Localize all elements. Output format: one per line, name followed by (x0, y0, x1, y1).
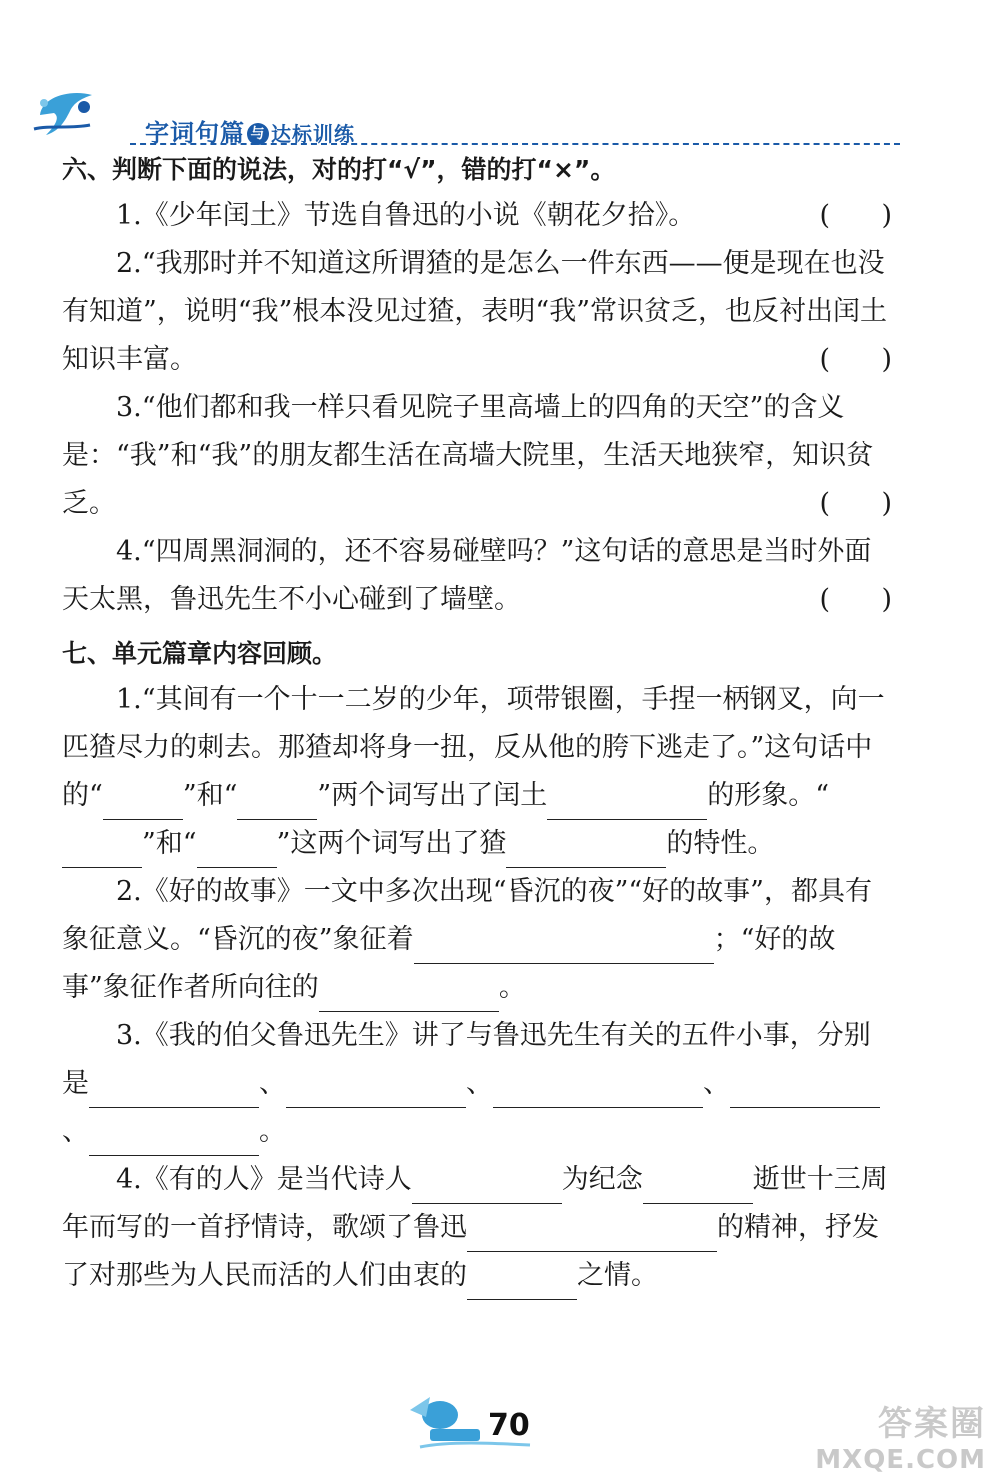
answer-bracket[interactable]: ( ) (819, 344, 892, 375)
review-item-3: 3.《我的伯父鲁迅先生》讲了与鲁迅先生有关的五件小事，分别是 、 、 、、 。 (62, 1012, 892, 1156)
answer-bracket[interactable]: ( ) (819, 584, 892, 615)
answer-bracket[interactable]: ( ) (819, 488, 892, 519)
watermark: 答案圈 MXQE.COM (815, 1404, 986, 1475)
fill-blank[interactable] (89, 1079, 259, 1108)
judge-item-3: 3.“他们都和我一样只看见院子里高墙上的四角的天空”的含义是：“我”和“我”的朋友都生活在高墙大院里，生活天地狭窄，知识贫乏。 ( ) (62, 384, 892, 528)
answer-bracket[interactable]: ( ) (819, 200, 892, 231)
fill-blank[interactable] (237, 791, 317, 820)
fill-blank[interactable] (643, 1175, 753, 1204)
fill-blank[interactable] (197, 839, 277, 868)
header-badge: 与 (247, 123, 269, 145)
fill-blank[interactable] (547, 791, 707, 820)
fill-blank[interactable] (414, 935, 714, 964)
fill-blank[interactable] (493, 1079, 703, 1108)
judge-item-1: ( ) 1.《少年闰土》节选自鲁迅的小说《朝花夕拾》。 (62, 192, 892, 240)
fill-blank[interactable] (412, 1175, 562, 1204)
fill-blank[interactable] (62, 839, 142, 868)
judge-item-2: 2.“我那时并不知道这所谓猹的是怎么一件东西——便是现在也没有知道”，说明“我”根本没见过猹，表明“我”常识贫乏，也反衬出闰土知识丰富。 ( ) (62, 240, 892, 384)
page-number: 70 (488, 1408, 530, 1443)
worksheet-content (62, 148, 892, 1300)
fill-blank[interactable] (286, 1079, 466, 1108)
fill-blank[interactable] (319, 983, 499, 1012)
header-divider (130, 143, 900, 145)
review-item-4: 4.《有的人》是当代诗人 为纪念 逝世十三周年而写的一首抒情诗，歌颂了鲁迅 的精神，抒发了对那些为人民而活的人们由衷的 之情。 (62, 1156, 892, 1300)
fill-blank[interactable] (89, 1127, 259, 1156)
section-6-title: 六、判断下面的说法，对的打“√”，错的打“×”。 (62, 155, 616, 184)
section-7-title: 七、单元篇章内容回顾。 (62, 639, 338, 668)
fill-blank[interactable] (730, 1079, 880, 1108)
fill-blank[interactable] (506, 839, 666, 868)
header-subtitle: 达标训练 (271, 122, 355, 146)
review-item-1: 1.“其间有一个十一二岁的少年，项带银圈，手捏一柄钢叉，向一匹猹尽力的刺去。那猹却将身一扭，反从他的胯下逃走了。”这句话中的“ ”和“ ”两个词写出了闰土 的形象。“”和“ ”这两个词写出了猹 的特性。 (62, 676, 892, 868)
header-title: 字词句篇 与 达标训练 (145, 119, 355, 147)
fill-blank[interactable] (103, 791, 183, 820)
review-item-2: 2.《好的故事》一文中多次出现“昏沉的夜”“好的故事”，都具有象征意义。“昏沉的夜”象征着 ；“好的故事”象征作者所向往的 。 (62, 868, 892, 1012)
fill-blank[interactable] (467, 1271, 577, 1300)
fill-blank[interactable] (467, 1223, 717, 1252)
judge-item-4: 4.“四周黑洞洞的，还不容易碰壁吗？”这句话的意思是当时外面天太黑，鲁迅先生不小心碰到了墙壁。 ( ) (62, 528, 892, 624)
book-logo-icon (30, 85, 102, 140)
page-header (30, 85, 900, 145)
